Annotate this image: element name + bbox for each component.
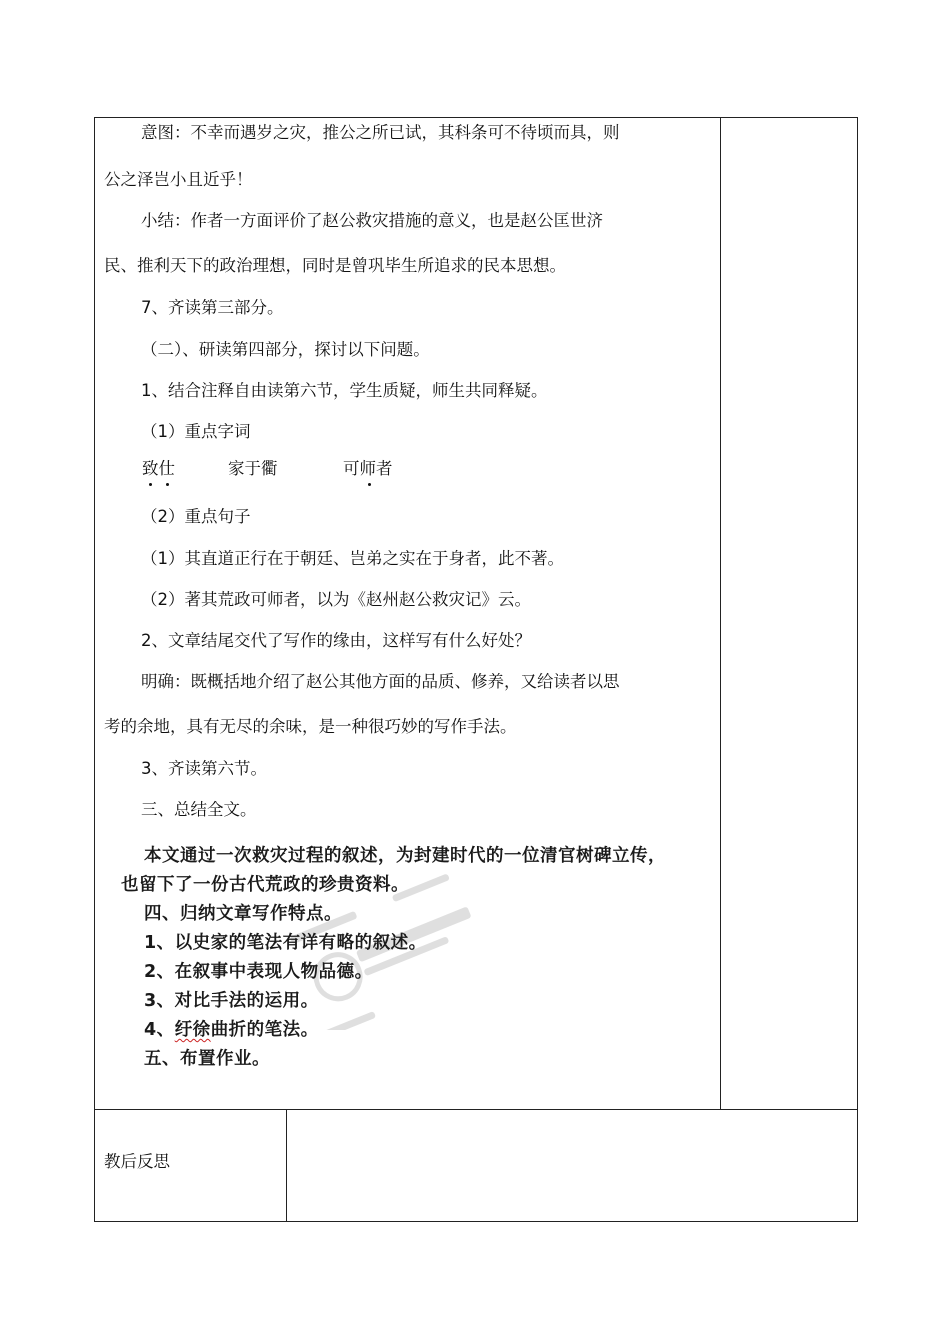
text-line: 五、布置作业。 — [144, 1049, 270, 1069]
table-row-divider — [94, 1109, 858, 1110]
table-column-divider — [720, 117, 721, 1109]
text-line: （二）、研读第四部分，探讨以下问题。 — [141, 340, 430, 359]
pasted-screenshot — [121, 838, 710, 1078]
text-line: 民、推利天下的政治理想，同时是曾巩毕生所追求的民本思想。 — [104, 256, 566, 275]
text-line: （1）其直道正行在于朝廷、岂弟之实在于身者，此不著。 — [141, 549, 564, 568]
text-segment: 4、 — [144, 1020, 175, 1040]
text-line: 2、文章结尾交代了写作的缘由，这样写有什么好处？ — [141, 631, 531, 650]
text-line: 公之泽岂小且近乎！ — [104, 170, 253, 189]
text-line: 明确：既概括地介绍了赵公其他方面的品质、修养，又给读者以思 — [141, 672, 620, 691]
key-word: 可师者 — [343, 459, 393, 478]
text-line: 三、总结全文。 — [141, 800, 257, 819]
text-line: 7、齐读第三部分。 — [141, 298, 284, 317]
text-line: 3、齐读第六节。 — [141, 759, 267, 778]
text-line: 3、对比手法的运用。 — [144, 991, 319, 1011]
text-line: 2、在叙事中表现人物品德。 — [144, 962, 373, 982]
text-line: 意图：不幸而遇岁之灾，推公之所已试，其科条可不待顷而具，则 — [141, 123, 620, 142]
text-line: 本文通过一次救灾过程的叙述，为封建时代的一位清官树碑立传， — [144, 846, 666, 866]
spellcheck-underlined-word: 纡徐 — [174, 1020, 211, 1040]
text-line: 1、以史家的笔法有详有略的叙述。 — [144, 933, 427, 953]
text-line: 四、归纳文章写作特点。 — [144, 904, 342, 924]
emphasis-dot — [166, 483, 169, 486]
reflection-label: 教后反思 — [104, 1152, 170, 1171]
reflection-column-divider — [286, 1109, 287, 1222]
text-line: 小结：作者一方面评价了赵公救灾措施的意义，也是赵公匡世济 — [141, 211, 603, 230]
text-line: （2）著其荒政可师者，以为《赵州赵公救灾记》云。 — [141, 590, 531, 609]
text-line: （2）重点句子 — [141, 507, 251, 526]
text-line: 也留下了一份古代荒政的珍贵资料。 — [121, 875, 409, 895]
key-word: 家于衢 — [228, 459, 278, 478]
key-word: 致仕 — [142, 459, 175, 478]
text-line: 1、结合注释自由读第六节，学生质疑，师生共同释疑。 — [141, 381, 548, 400]
text-line — [144, 1016, 319, 1041]
text-line: （1）重点字词 — [141, 422, 251, 441]
text-line: 考的余地，具有无尽的余味，是一种很巧妙的写作手法。 — [104, 717, 517, 736]
text-segment: 曲折的笔法。 — [210, 1020, 319, 1040]
emphasis-dot — [149, 483, 152, 486]
emphasis-dot — [368, 483, 371, 486]
